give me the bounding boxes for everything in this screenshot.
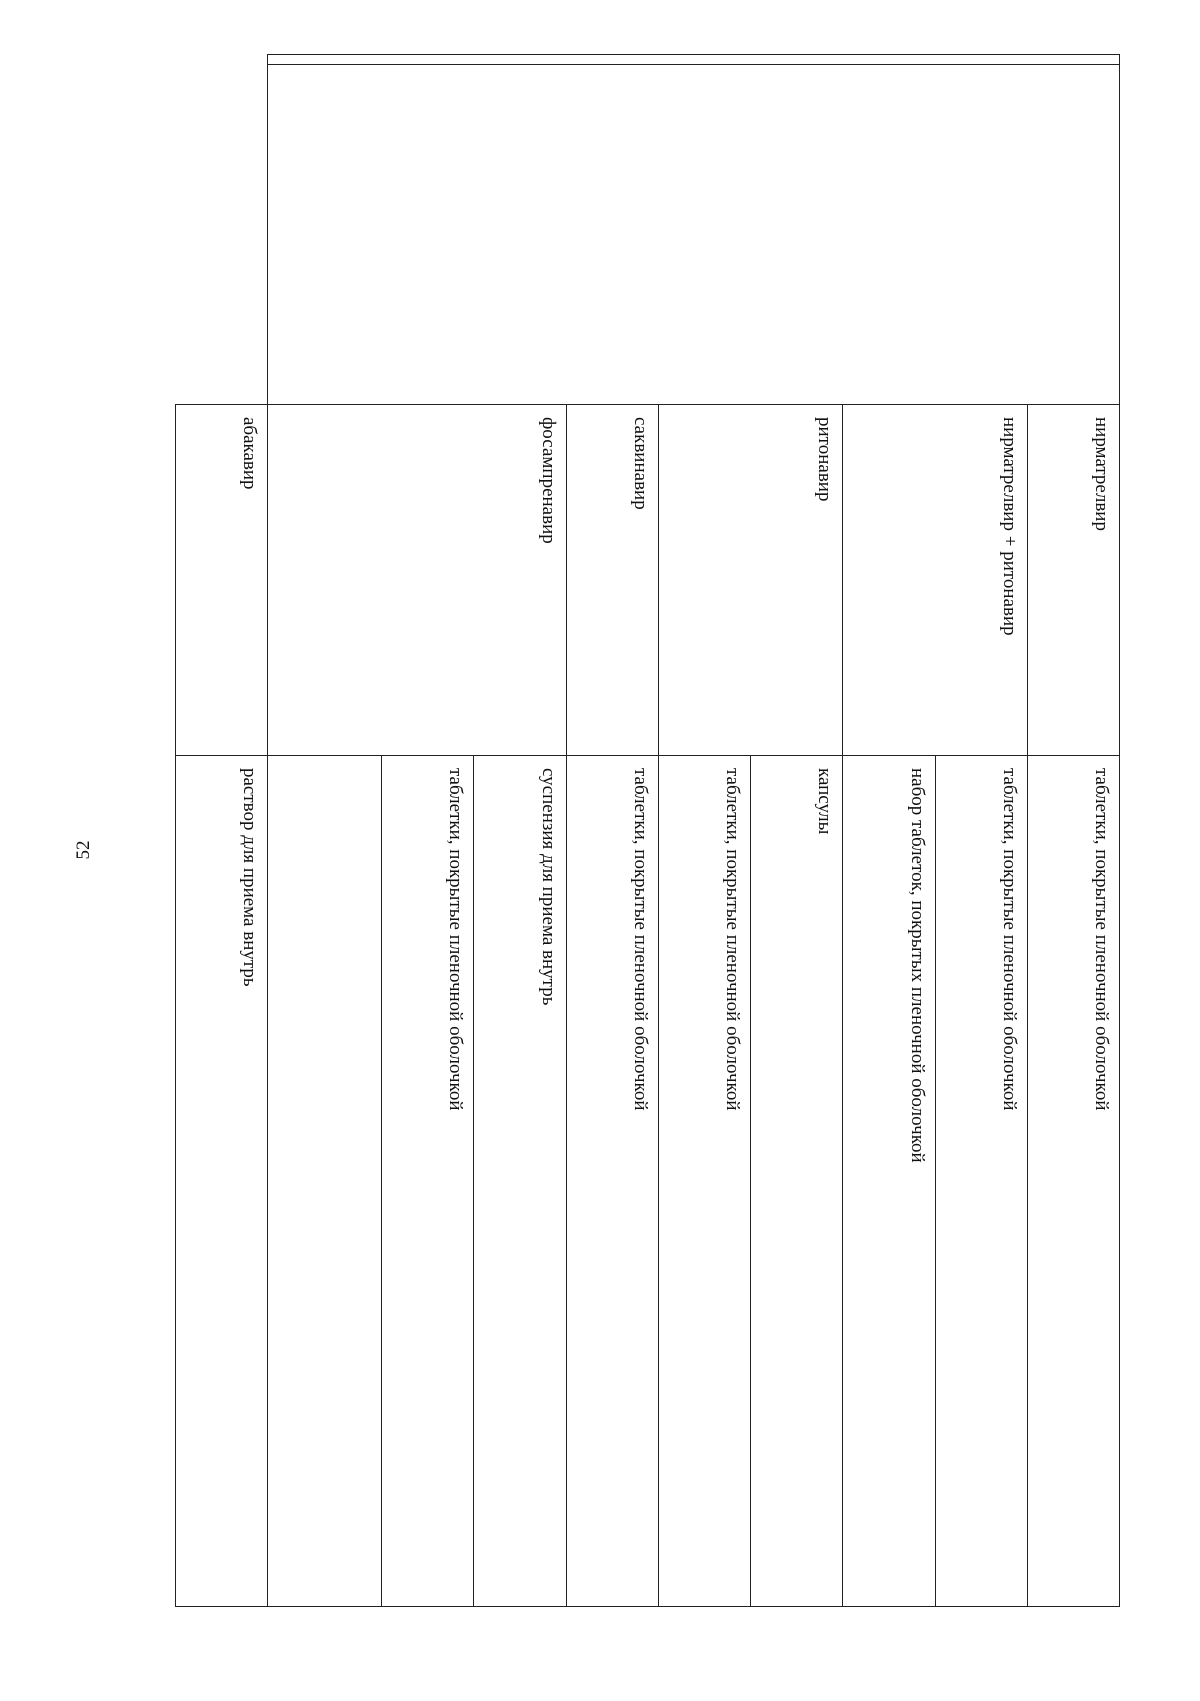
dosage-form-cell: капсулы bbox=[751, 756, 843, 1607]
table-row bbox=[1027, 55, 1119, 1607]
table-row bbox=[176, 55, 268, 1607]
atc-code-cell bbox=[268, 55, 1120, 65]
dosage-form-cell: таблетки, покрытые пленочной оболочкой bbox=[566, 756, 658, 1607]
drug-name-cell: фосампренавир bbox=[268, 405, 566, 756]
dosage-form-cell bbox=[268, 756, 382, 1607]
drug-name-cell: ритонавир bbox=[658, 405, 842, 756]
dosage-form-cell: таблетки, покрытые пленочной оболочкой bbox=[658, 756, 750, 1607]
drug-name-cell: абакавир bbox=[176, 405, 268, 756]
dosage-form-cell: таблетки, покрытые пленочной оболочкой bbox=[1027, 756, 1119, 1607]
drug-name-cell: нирматрелвир bbox=[1027, 405, 1119, 756]
page-number: 52 bbox=[73, 840, 94, 860]
dosage-form-cell: раствор для приема внутрь bbox=[176, 756, 268, 1607]
drug-name-cell: нирматрелвир + ритонавир bbox=[843, 405, 1027, 756]
drug-name-cell: саквинавир bbox=[566, 405, 658, 756]
group-name-cell bbox=[268, 65, 1120, 405]
dosage-form-cell: набор таблеток, покрытых пленочной оболочкой bbox=[843, 756, 935, 1607]
drug-table bbox=[175, 54, 1120, 1607]
dosage-form-cell: таблетки, покрытые пленочной оболочкой bbox=[935, 756, 1027, 1607]
rotated-page-content bbox=[175, 54, 1120, 1606]
dosage-form-cell: суспензия для приема внутрь bbox=[474, 756, 566, 1607]
dosage-form-cell: таблетки, покрытые пленочной оболочкой bbox=[382, 756, 474, 1607]
